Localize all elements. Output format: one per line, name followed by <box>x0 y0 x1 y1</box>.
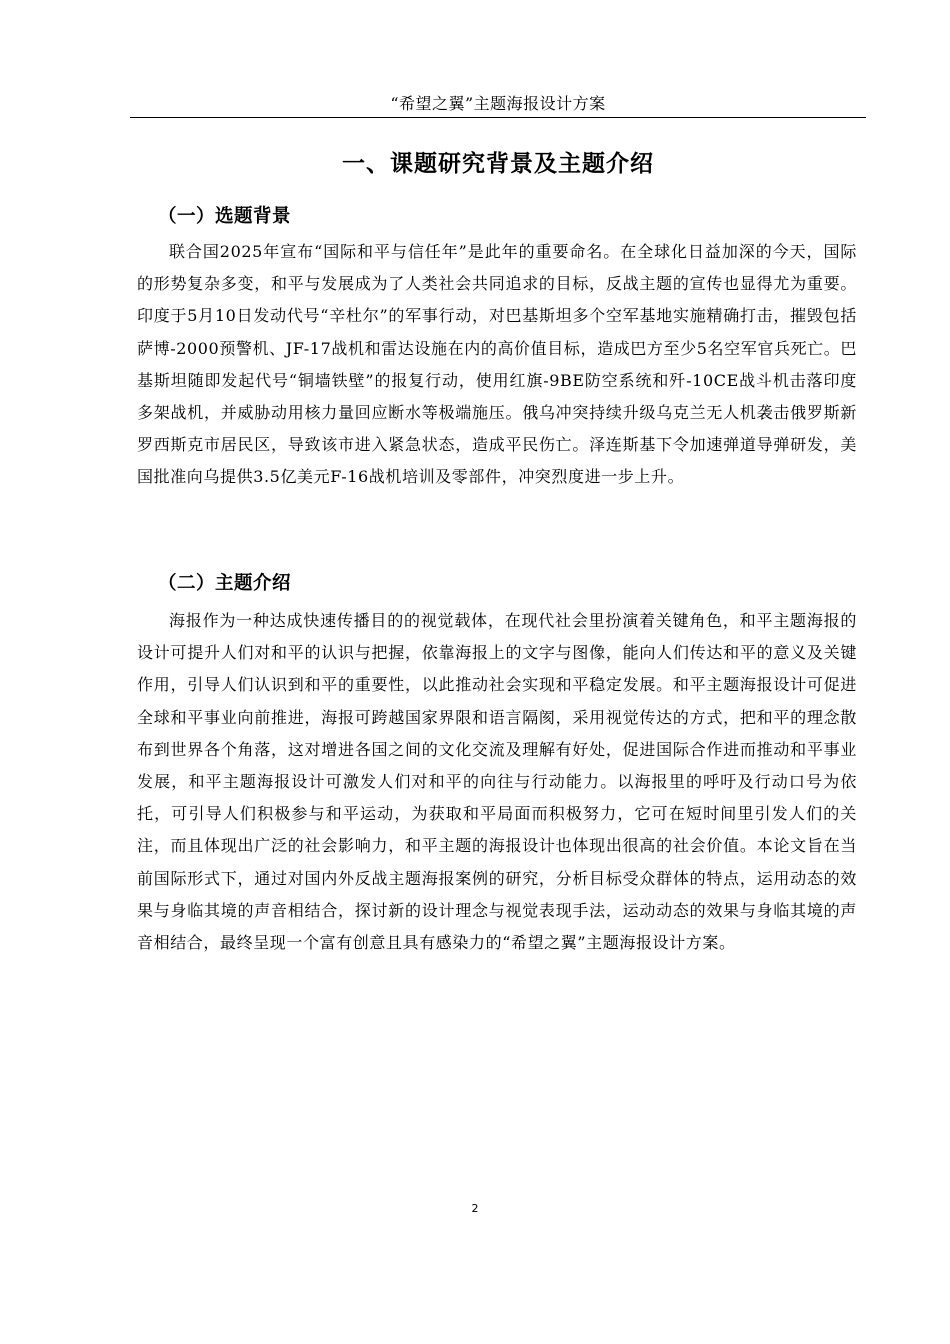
page-number: 2 <box>471 1202 479 1215</box>
section-title-background: （一）选题背景 <box>158 206 292 227</box>
section-paragraph-theme: 海报作为一种达成快速传播目的的视觉载体，在现代社会里扮演着关键角色，和平主题海报的设计可提升人们对和平的认识与把握，依靠海报上的文字与图像，能向人们传达和平的意义及关键作用，引导人们认识到和平的重要性，以此推动社会实现和平稳定发展。和平主题海报设计可促进全球和平事业向前推进，海报可跨越国家界限和语言隔阂，采用视觉传达的方式，把和平的理念散布到世界各个角落，这对增进各国之间的文化交流及理解有好处，促进国际合作进而推动和平事业发展，和平主题海报设计可激发人们对和平的向往与行动能力。以海报里的呼吁及行动口号为依托，可引导人们积极参与和平运动，为获取和平局面而积极努力，它可在短时间里引发人们的关注，而且体现出广泛的社会影响力，和平主题的海报设计也体现出很高的社会价值。本论文旨在当前国际形式下，通过对国内外反战主题海报案例的研究，分析目标受众群体的特点，运用动态的效果与身临其境的声音相结合，探讨新的设计理念与视觉表现手法，运动动态的效果与身临其境的声音相结合，最终呈现一个富有创意且具有感染力的“希望之翼”主题海报设计方案。 <box>137 611 857 953</box>
section-title-theme: （二）主题介绍 <box>158 573 292 594</box>
chapter-title: 一、课题研究背景及主题介绍 <box>342 151 654 177</box>
header-divider <box>130 117 866 118</box>
running-header: “希望之翼”主题海报设计方案 <box>390 94 606 113</box>
section-paragraph-background: 联合国2025年宣布“国际和平与信任年”是此年的重要命名。在全球化日益加深的今天，国际的形势复杂多变，和平与发展成为了人类社会共同追求的目标，反战主题的宣传也显得尤为重要。印度于5月10日发动代号“辛杜尔”的军事行动，对巴基斯坦多个空军基地实施精确打击，摧毁包括萨博-2000预警机、JF-17战机和雷达设施在内的高价值目标，造成巴方至少5名空军官兵死亡。巴基斯坦随即发起代号“铜墙铁壁”的报复行动，使用红旗-9BE防空系统和歼-10CE战斗机击落印度多架战机，并威胁动用核力量回应断水等极端施压。俄乌冲突持续升级乌克兰无人机袭击俄罗斯新罗西斯克市居民区，导致该市进入紧急状态，造成平民伤亡。泽连斯基下令加速弹道导弹研发，美国批准向乌提供3.5亿美元F-16战机培训及零部件，冲突烈度进一步上升。 <box>137 242 857 487</box>
